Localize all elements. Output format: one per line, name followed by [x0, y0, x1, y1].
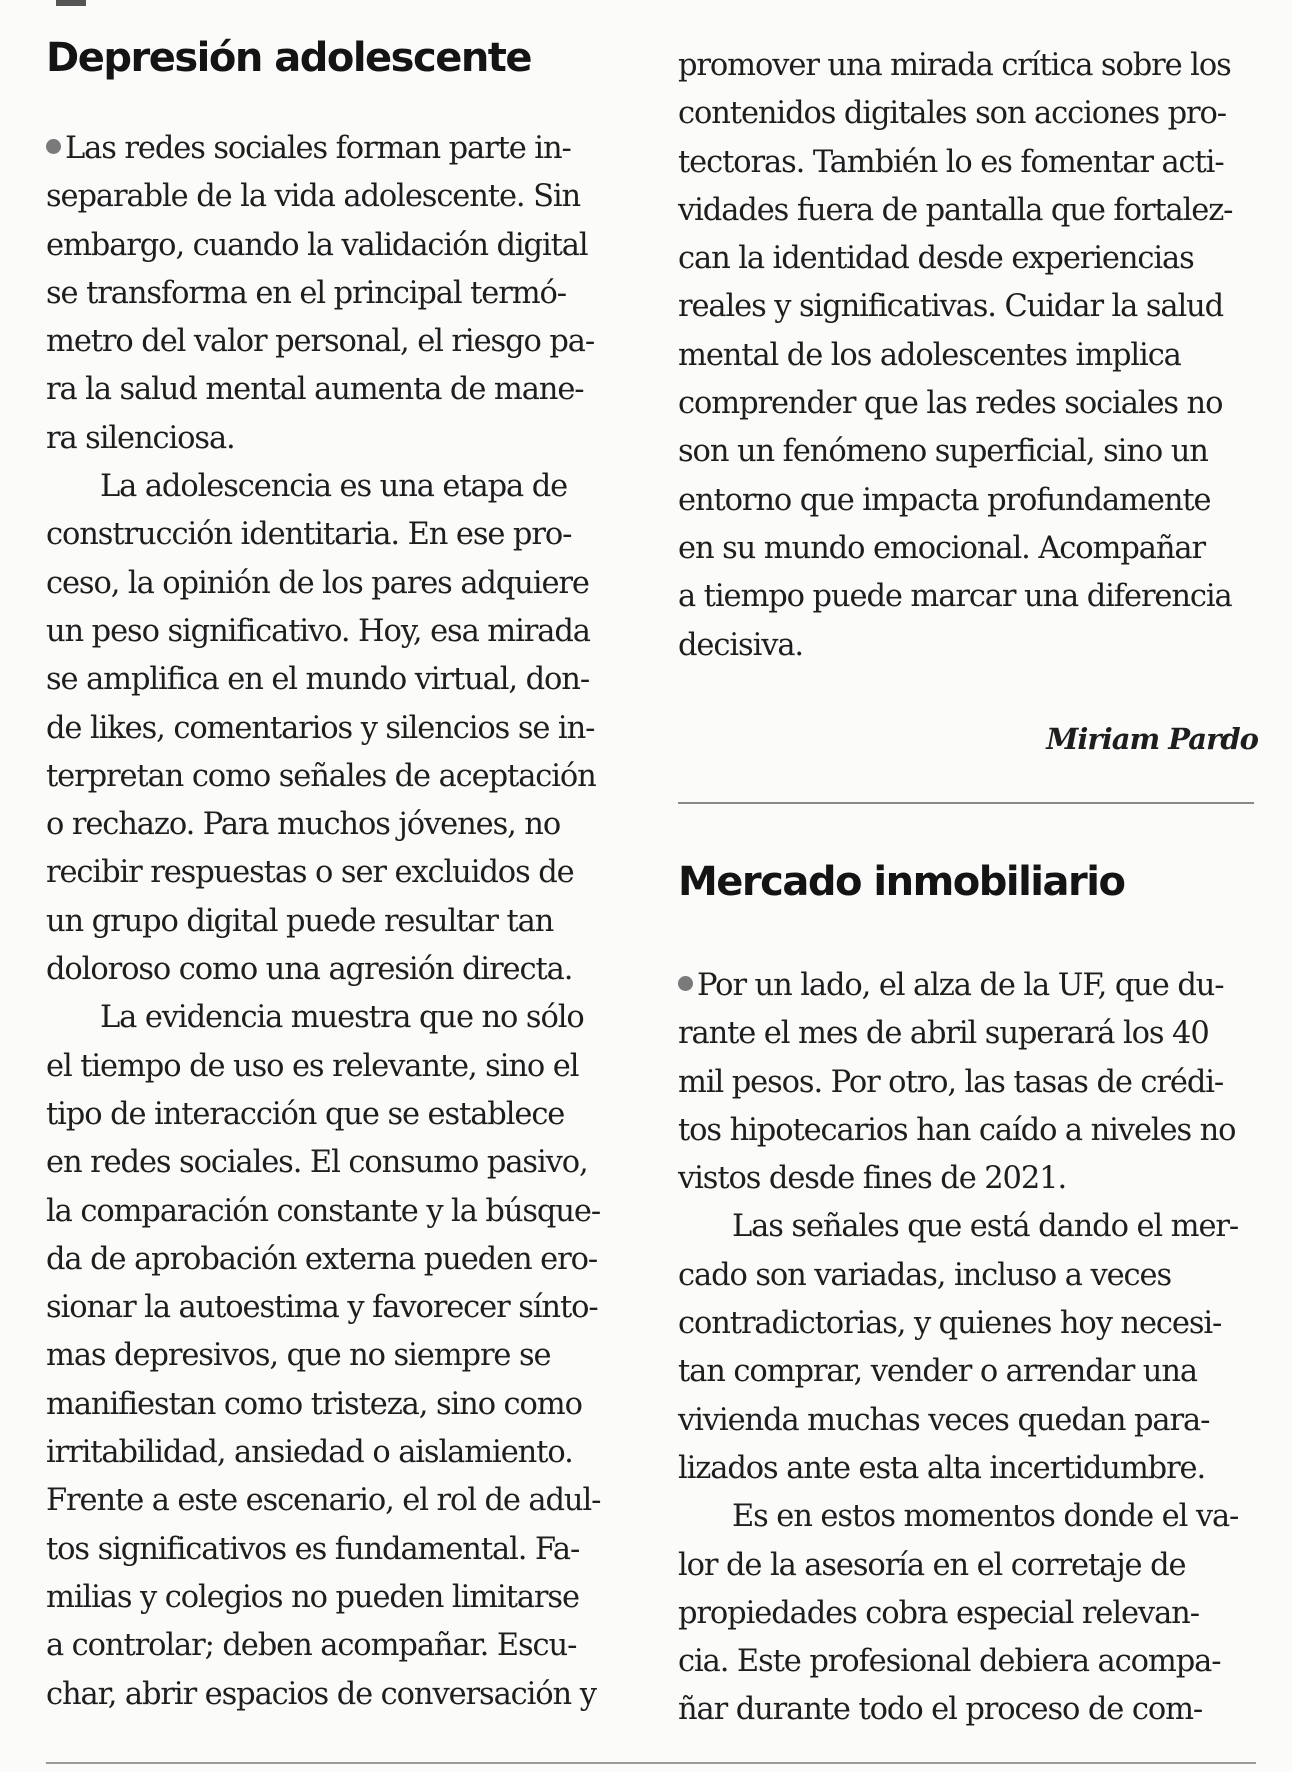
section-divider: [678, 802, 1254, 804]
body-line: entorno que impacta profundamente: [678, 482, 1211, 518]
body-line: separable de la vida adolescente. Sin: [46, 179, 581, 215]
page-bottom-divider: [46, 1762, 1256, 1764]
body-line: irritabilidad, ansiedad o aislamiento.: [46, 1435, 573, 1471]
body-line: tectoras. También lo es fomentar acti-: [678, 144, 1224, 180]
body-line: tos significativos es fundamental. Fa-: [46, 1531, 580, 1567]
body-line: comprender que las redes sociales no: [678, 386, 1223, 422]
body-line: ra la salud mental aumenta de mane-: [46, 372, 584, 408]
bullet-icon: [678, 976, 693, 991]
body-line: La adolescencia es una etapa de: [100, 469, 568, 505]
body-line: doloroso como una agresión directa.: [46, 952, 573, 988]
body-line: sionar la autoestima y favorecer sínto-: [46, 1290, 598, 1326]
body-line: en redes sociales. El consumo pasivo,: [46, 1145, 588, 1181]
article-body-mercado: [678, 962, 1258, 1735]
body-line: cado son variadas, incluso a veces: [678, 1257, 1172, 1293]
body-line: recibir respuestas o ser excluidos de: [46, 855, 574, 891]
body-line: ñar durante todo el proceso de com-: [678, 1692, 1203, 1728]
body-line: tipo de interacción que se establece: [46, 1096, 565, 1132]
article-body-depresion-continued: [678, 42, 1258, 670]
body-line: vidades fuera de pantalla que fortalez-: [678, 192, 1233, 228]
article-title-depresion: Depresión adolescente: [46, 35, 532, 81]
body-line: terpretan como señales de aceptación: [46, 758, 596, 794]
body-line: tos hipotecarios han caído a niveles no: [678, 1112, 1236, 1148]
body-line: un grupo digital puede resultar tan: [46, 903, 554, 939]
article-title-mercado: Mercado inmobiliario: [678, 859, 1125, 905]
body-line: promover una mirada crítica sobre los: [678, 48, 1231, 83]
body-line: propiedades cobra especial relevan-: [678, 1595, 1199, 1631]
body-line: La evidencia muestra que no sólo: [100, 1000, 584, 1036]
body-line: un peso significativo. Hoy, esa mirada: [46, 613, 590, 649]
body-line: en su mundo emocional. Acompañar: [678, 530, 1205, 566]
top-clipped-mark: [56, 0, 86, 6]
body-line: contradictorias, y quienes hoy necesi-: [678, 1306, 1222, 1342]
body-line: el tiempo de uso es relevante, sino el: [46, 1048, 579, 1084]
body-line: rante el mes de abril superará los 40: [678, 1016, 1209, 1052]
body-line: la comparación constante y la búsque-: [46, 1193, 601, 1229]
body-line: metro del valor personal, el riesgo pa-: [46, 324, 595, 360]
body-line: Por un lado, el alza de la UF, que du-: [678, 962, 1258, 1010]
body-line: a tiempo puede marcar una diferencia: [678, 579, 1232, 615]
body-line: char, abrir espacios de conversación y: [46, 1676, 596, 1712]
body-line: ra silenciosa.: [46, 420, 235, 456]
body-line: mil pesos. Por otro, las tasas de crédi-: [678, 1064, 1224, 1100]
body-line: vivienda muchas veces quedan para-: [678, 1402, 1210, 1438]
body-line: ceso, la opinión de los pares adquiere: [46, 565, 589, 601]
body-line: Las redes sociales forman parte in-: [46, 125, 626, 173]
article-body-depresion: [46, 125, 626, 1719]
body-line: milias y colegios no pueden limitarse: [46, 1579, 579, 1615]
body-line: contenidos digitales son acciones pro-: [678, 96, 1227, 132]
body-line: tan comprar, vender o arrendar una: [678, 1354, 1197, 1390]
body-line: construcción identitaria. En ese pro-: [46, 517, 572, 553]
body-line: Es en estos momentos donde el va-: [732, 1499, 1239, 1535]
body-line: Las señales que está dando el mer-: [732, 1209, 1239, 1245]
body-line: se transforma en el principal termó-: [46, 275, 567, 311]
body-line: can la identidad desde experiencias: [678, 241, 1194, 277]
body-line: manifiestan como tristeza, sino como: [46, 1386, 582, 1422]
author-signature: Miriam Pardo: [1046, 722, 1258, 756]
body-line: lor de la asesoría en el corretaje de: [678, 1547, 1186, 1583]
body-line: son un fenómeno superficial, sino un: [678, 434, 1208, 470]
body-line: se amplifica en el mundo virtual, don-: [46, 662, 590, 698]
body-line: mas depresivos, que no siempre se: [46, 1338, 551, 1374]
body-line: lizados ante esta alta incertidumbre.: [678, 1450, 1206, 1486]
body-line: o rechazo. Para muchos jóvenes, no: [46, 807, 561, 843]
body-line: da de aprobación externa pueden ero-: [46, 1241, 598, 1277]
body-line: cia. Este profesional debiera acompa-: [678, 1644, 1221, 1680]
body-line: mental de los adolescentes implica: [678, 337, 1181, 373]
bullet-icon: [46, 139, 61, 154]
body-line: de likes, comentarios y silencios se in-: [46, 710, 595, 746]
body-line: a controlar; deben acompañar. Escu-: [46, 1628, 577, 1664]
body-line: Frente a este escenario, el rol de adul-: [46, 1483, 601, 1519]
body-line: decisiva.: [678, 627, 804, 663]
body-line: reales y significativas. Cuidar la salud: [678, 289, 1224, 325]
body-line: embargo, cuando la validación digital: [46, 227, 588, 263]
body-line: vistos desde fines de 2021.: [678, 1161, 1067, 1197]
